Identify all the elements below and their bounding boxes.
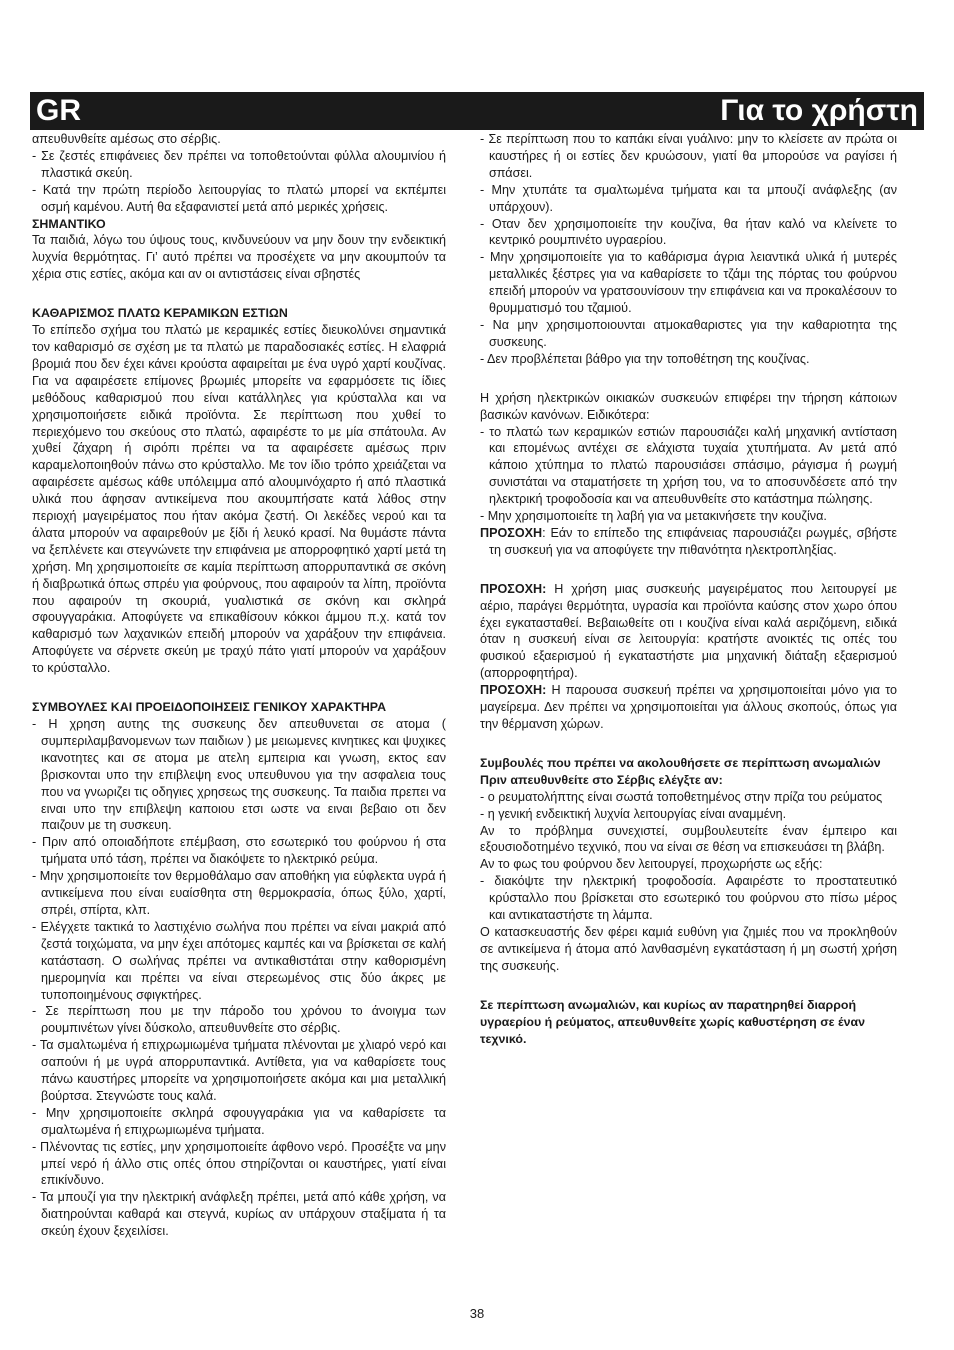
bullet-text: Σε περίπτωση που με την πάροδο του χρόνου το άνοιγμα των ρουμπινέτων γίνει δύσκολο, απευθυνθείτε στο σέρβις. [41,1004,446,1036]
bullet-item: - Τα σμαλτωμένα ή επιχρωμιωμένα τμήματα πλένονται με χλιαρό νερό και σαπούνι ή με υγρά απορρυπαντικά. Αντίθετα, για να καθαρίσετε τους πάνω καυστήρες μπορείτε να χρησιμοποιήσετε ακόμα και μια μεταλλική βούρτσα. Στεγνώστε τους καλά. [32,1038,447,1103]
cleaning-text: Το επίπεδο σχήμα του πλατώ με κεραμικές εστίες διευκολύνει σημαντικά τον καθαρισμό σε σχέση με τα πλατώ με παραδοσιακές εστίες. Η ελαφριά βρομιά που δεν έχει κάνει κρούστα αφαιρείται με ένα υγρό χαρτί κουζίνας. Για να αφαιρέσετε επίμονες βρωμιές μπορείτε να εφαρμόσετε τις ίδιες μεθόδους καθαρισμού που είναι κατάλληλες για κρύσταλλα και να χρησιμοποιήσετε ειδικά προϊόντα. Σε περίπτωση που χυθεί το περιεχόμενο του σκεύους στο πλατώ, αφαιρέστε το με μία σπάτουλα. Αν χυθεί ζάχαρη ή σιρόπι πρέπει να τα αφαιρέσετε αμέσως πριν καραμελοποιηθούν πάνω στο κρύσταλλο. Με τον ίδιο τρόπο χρειάζεται να αφαιρέσετε αμέσως κάθε υπόλειμμα από αλουμινόχαρτο ή από πλαστικά υλικά που άφησαν αντικείμενα που ακουμπήσατε κατά λάθος στην περιοχή μαγειρέματος που ήταν ακόμα ζεστή. Οι λεκέδες νερού και τα άλατα μπορούν να αφαιρεθούν με ξίδι ή λευκό κρασί. Να θυμάστε πάντα να ξεπλένετε και στεγνώνετε την επιφάνεια με απορροφητικό χαρτί μετά τη χρήση. Μη χρησιμοποιείτε σε καμία περίπτωση απορρυπαντικά σε σκόνη ή διαβρωτικά όπως σπρέυ για φούρνους, που αφαιρούν τα λίπη, προϊόντα που αφαιρούν τη σκουριά, γυαλιστικά σε σκόνη και σκληρά σφουγγαράκια. Αποφύγετε να επικαθίσουν κόκκοι άμμου π.χ. κατά τον καθαρισμό των λαχανικών επειδή μπορούν να χαράξουν την επιφάνεια. Αποφύγετε να σέρνετε σκεύη με τραχύ πάτο γιατί μπορούν να χαράξουν το κρύσταλλο. [32,323,446,676]
bullet-item: - Τα μπουζί για την ηλεκτρική ανάφλεξη πρέπει, μετά από κάθε χρήση, να διατηρούνται καθαρά και στεγνά, κυρίως αν υπάρχουν σταξίματα ή τα σκεύη έχουν ξεχειλίσει. [32,1190,446,1239]
lamp-bullets [480,873,897,924]
bullet-text: Πλένοντας τις εστίες, μην χρησιμοποιείτε άφθονο νερό. Προσέξτε να μην μπεί νερό ή άλλο στις οπές όπου στηρίζονται οι καυστήρες, γιατί είναι επικίνδυνο. [40,1139,446,1188]
important-heading: ΣΗΜΑΝΤΙΚΟ [32,216,106,231]
caution-text: Η παρουσα συσκευή πρέπει να χρησιμοποιείται μόνο για το μαγείρεμα. Δεν πρέπει να χρησιμοποιείται για άλλους σκοπούς, όπως για την θέρμανση χώρων. [480,683,897,731]
bullet-item: - Σε ζεστές επιφάνειες δεν πρέπει να τοποθετούνται φύλλα αλουμινίου ή πλαστικά σκεύη. [32,148,446,180]
bullet-item: - Οταν δεν χρησιμοποιείτε την κουζίνα, θα ήταν καλό να κλείνετε το κεντρικό ρουμπινέτο υγραερίου. [480,216,897,248]
bullet-item: - Μην χρησιμοποιείτε σκληρά σφουγγαράκια για να καθαρίσετε τα σμαλτωμένα ή επιχρωμιωμένα τμήματα. [32,1105,446,1137]
bullet-item: - το πλατώ των κεραμικών εστιών παρουσιάζει καλή μηχανική αντίσταση και επομένως αντέχει σε ελάχιστα τυχαία χτυπήματα. Αν μετά από κάποιο χτύπημα το πλατώ παρουσιάσει σπάσιμο, ράγισμα ή ρωγμή συνιστάται να σταματήσετε τη χρήση του, να το αποσυνδέσετε από την ηλεκτρική τροφοδοσία και να απευθυνθείτε στο κατάστημα πώλησης. [480,424,898,507]
caution-label: ΠΡΟΣΟΧΗ: [480,581,547,596]
bullet-item: - Να μην χρησιμοποιουνται ατμοκαθαριστες για την καθαριοτητα της συσκευης. [480,317,897,349]
bullet-text: το πλατώ των κεραμικών εστιών παρουσιάζει καλή μηχανική αντίσταση και επομένως αντέχει σε ελάχιστα τυχαία χτυπήματα. Αν μετά από κάποιο χτύπημα το πλατώ παρουσιάσει σπάσιμο, ράγισμα ή ρωγμή συνιστάται να σταματήσετε τη χρήση του, να το αποσυνδέσετε από την ηλεκτρική τροφοδοσία και να απευθυνθείτε στο κατάστημα πώλησης. [489,424,898,507]
bullet-text: Μην χρησιμοποιείτε τον θερμοθάλαμο σαν αποθήκη για εύφλεκτα υγρά ή αντικείμενα που είναι ευαίσθητα στη θερμοκρασία, όπως ξύλο, χαρτί, σπρέι, σπίρτα, κλπ. [39,869,446,917]
intro-continuation: απευθυνθείτε αμέσως στο σέρβις. [32,132,221,146]
bullet-text: η γενική ενδεικτική λυχνία λειτουργίας είναι αναμμένη. [487,806,787,821]
bullet-item: - Η χρηση αυτης της συσκευης δεν απευθυνεται σε ατομα ( συμπεριλαμβανομενων των παιδιων ) με μειωμενες κινητικες και ψυχικες ικανοτητες και σε ατομα με ατελη εμπειρια και γνωση, εκτος εαν βρισκονται υπο την επιβλεψη ενος υπευθυνου για την ασφαλεια τους που να γνωριζει τις οδηγιες χρησεως της συσκευης. Τα παιδια πρεπει να ειναι υπο την επιβλεψη καποιου ετσι ωστε να ειναι βεβαιο οτι δεν παιζουν με τη συσκευη. [32,717,446,833]
bullet-text: Τα μπουζί για την ηλεκτρική ανάφλεξη πρέπει, μετά από κάθε χρήση, να διατηρούνται καθαρά και στεγνά, κυρίως αν υπάρχουν σταξίματα ή τα σκεύη έχουν ξεχειλίσει. [40,1190,446,1239]
bullet-text: Δεν προβλέπεται βάθρο για την τοποθέτηση της κουζίνας. [487,351,810,366]
bullet-text: Πριν από οποιαδήποτε επέμβαση, στο εσωτερικό του φούρνου ή στα τμήματα υπό τάση, πρέπει να διακόψετε το ηλεκτρικό ρεύμα. [41,835,446,867]
bullet-item: - διακόψτε την ηλεκτρική τροφοδοσία. Αφαιρέστε το προστατευτικό κρύσταλλο που βρίσκεται στο εσωτερικό του φούρνου στο πίσω μέρος και αντικαταστήστε τη λάμπα. [480,874,897,923]
bullet-text: Ελέγχετε τακτικά το λαστιχένιο σωλήνα που πρέπει να είναι μακριά από ζεστά τοιχώματα, να μην έχει απότομες καμπές και να βρίσκεται σε καλή κατάσταση. Ο σωλήνας πρέπει να αντικαθιστάται στην καθορισμένη ημερομηνία και πρέπει να είναι στερεωμένος στις δύο άκρες με τυποποιημένους σφιγκτήρες. [40,919,446,1002]
page-number: 38 [469,1306,485,1321]
fault-bullets [480,789,897,823]
right-column [480,131,897,1047]
electric-bullets [480,424,897,525]
header-bar [30,92,924,130]
caution-text: : Εάν το επίπεδο της επιφάνειας παρουσιάζει ρωγμές, σβήστε τη συσκευή για να αποφύγετε την πιθανότητα ηλεκτροπληξίας. [489,525,897,557]
fault-heading: Συμβουλές που πρέπει να ακολουθήσετε σε περίπτωση ανωμαλιών Πριν απευθυνθείτε στο Σέρβις ελέγξτε αν: [480,755,881,787]
bullet-item: - Ελέγχετε τακτικά το λαστιχένιο σωλήνα που πρέπει να είναι μακριά από ζεστά τοιχώματα, να μην έχει απότομες καμπές και να βρίσκεται σε καλή κατάσταση. Ο σωλήνας πρέπει να αντικαθιστάται στην καθορισμένη ημερομηνία και πρέπει να είναι στερεωμένος στις δύο άκρες με τυποποιημένους σφιγκτήρες. [32,919,446,1002]
bullet-item: - Κατά την πρώτη περίοδο λειτουργίας το πλατώ μπορεί να εκπέμπει οσμή καμένου. Αυτή θα εξαφανιστεί μετά από μερικές χρήσεις. [32,182,446,214]
liability-text: Ο κατασκευαστής δεν φέρει καμιά ευθύνη για ζημιές που να προκληθούν σε αντικείμενα ή άτομα από λανθασμένη εγκατάσταση ή μη σωστή χρήση της συσκευής. [480,924,897,973]
bullet-item: - Δεν προβλέπεται βάθρο για την τοποθέτηση της κουζίνας. [480,351,810,366]
bullet-item: - Σε περίπτωση που με την πάροδο του χρόνου το άνοιγμα των ρουμπινέτων γίνει δύσκολο, απευθυνθείτε στο σέρβις. [32,1004,446,1036]
intro-bullets [32,148,446,216]
bullet-text: Μην χρησιμοποιείτε τη λαβή για να μετακινήσετε την κουζίνα. [487,509,827,524]
bullet-item: - Μην χρησιμοποιείτε για το καθάρισμα άγρια λειαντικά υλικά ή μυτερές μεταλλικές ξέστρες για να καθαρίσετε το τζάμι της πόρτας του φούρνου επειδή μπορούν να γρατσουνίσουν την επιφάνεια και να προκαλέσουν το θρυμματισμό του τζαμιού. [480,250,897,316]
bullet-item: - Μην χρησιμοποιείτε τη λαβή για να μετακινήσετε την κουζίνα. [480,509,827,524]
bullet-text: Σε ζεστές επιφάνειες δεν πρέπει να τοποθετούνται φύλλα αλουμινίου ή πλαστικά σκεύη. [41,148,446,180]
bullet-text: διακόψτε την ηλεκτρική τροφοδοσία. Αφαιρέστε το προστατευτικό κρύσταλλο που βρίσκεται στο εσωτερικό του φούρνου στο πίσω μέρος και αντικαταστήστε τη λάμπα. [489,874,897,923]
caution-text: Η χρήση μιας συσκευής μαγειρέματος που λειτουργεί με αέριο, παράγει θερμότητα, υγρασία και προϊόντα καύσης στον χωρο όπου έχει εγκατασταθεί. Βεβαιωθείτε οτι ι κουζίνα είναι καλά αεριζόμενη, ειδικά όταν η συσκευή είναι σε λειτουργία: κρατήστε ανοικτές τις οπές του φυσικού εξαερισμού ή εγκαταστήστε μια μηχανική διάταξη εξαερισμού (απορροφητήρα). [480,581,897,681]
bullet-text: Η χρηση αυτης της συσκευης δεν απευθυνεται σε ατομα ( συμπεριλαμβανομενων των παιδιων ) με μειωμενες κινητικες και ψυχικες ικανοτητες και σε ατομα με ατελη εμπειρια και γνωση, εκτος εαν βρισκονται υπο την επιβλεψη ενος υπευθυνου για την ασφαλεια τους που να γνωριζει τις οδηγιες χρησεως της συσκευης. Τα παιδια πρεπει να ειναι υπο την επιβλεψη καποιου ετσι ωστε να ειναι βεβαιο οτι δεν παιζουν με τη συσκευη. [41,717,446,833]
caution-gas [480,581,897,682]
spacer [480,975,897,997]
caution-label: ΠΡΟΣΟΧΗ [480,525,543,540]
bullet-text: Να μην χρησιμοποιουνται ατμοκαθαριστες για την καθαριοτητα της συσκευης. [489,317,897,349]
bullet-text: Μην χρησιμοποιείτε για το καθάρισμα άγρια λειαντικά υλικά ή μυτερές μεταλλικές ξέστρες για να καθαρίσετε το τζάμι της πόρτας του φούρνου επειδή μπορούν να γρατσουνίσουν την επιφάνεια και να προκαλέσουν το θρυμματισμό του τζαμιού. [489,250,897,316]
important-text: Τα παιδιά, λόγω του ύψους τους, κινδυνεύουν να μην δουν την ενδεικτική λυχνία θερμότητας. Γι’ αυτό πρέπει να προσέχετε να μην ακουμπούν τα χέρια στις εστίες, ακόμα και αν οι αντιστάσεις είναι σβηστές [32,233,446,282]
final-warning: Σε περίπτωση ανωμαλιών, και κυρίως αν παρατηρηθεί διαρροή υγραερίου ή ρεύματος, απευθυνθείτε χωρίς καθυστέρηση σε έναν τεχνικό. [480,997,865,1046]
bullet-text: Σε περίπτωση που το καπάκι είναι γυάλινο: μην το κλείσετε αν πρώτα οι καυστήρες ή οι εστίες δεν κρυώσουν, γιατί θα μπορούσε να ραγίσει ή σπάσει. [488,132,897,180]
bullet-item: - ο ρευματολήπτης είναι σωστά τοποθετημένος στην πρίζα του ρεύματος [480,789,883,804]
spacer [480,368,897,390]
bullet-item: - Μην χτυπάτε τα σμαλτωμένα τμήματα και τα μπουζί ανάφλεξης (αν υπάρχουν). [480,182,897,214]
spacer [32,677,446,699]
top-bullets [480,131,897,368]
bullet-text: Τα σμαλτωμένα ή επιχρωμιωμένα τμήματα πλένονται με χλιαρό νερό και σαπούνι ή με υγρά απορρυπαντικά. Αντίθετα, για να καθαρίσετε τους πάνω καυστήρες μπορείτε να χρησιμοποιήσετε ακόμα και μια μεταλλική βούρτσα. Στεγνώστε τους καλά. [39,1038,447,1103]
bullet-text: Μην χτυπάτε τα σμαλτωμένα τμήματα και τα μπουζί ανάφλεξης (αν υπάρχουν). [489,182,897,214]
caution-crack [480,525,897,559]
spacer [480,733,897,755]
language-code: GR [36,94,81,127]
bullet-text: ο ρευματολήπτης είναι σωστά τοποθετημένος στην πρίζα του ρεύματος [487,789,883,804]
bullet-item: - Σε περίπτωση που το καπάκι είναι γυάλινο: μην το κλείσετε αν πρώτα οι καυστήρες ή οι εστίες δεν κρυώσουν, γιατί θα μπορούσε να ραγίσει ή σπάσει. [480,132,897,180]
advice-bullets [32,716,446,1240]
electric-intro: Η χρήση ηλεκτρικών οικιακών συσκευών επιφέρει την τήρηση κάποιων βασικών κανόνων. Ειδικότερα: [480,390,897,422]
lamp-intro: Αν το φως του φούρνου δεν λειτουργεί, προχωρήστε ως εξής: [480,857,823,872]
bullet-item: - Πλένοντας τις εστίες, μην χρησιμοποιείτε άφθονο νερό. Προσέξτε να μην μπεί νερό ή άλλο στις οπές όπου στηρίζονται οι καυστήρες, γιατί είναι επικίνδυνο. [32,1139,446,1188]
spacer [32,283,446,305]
bullet-item: - Πριν από οποιαδήποτε επέμβαση, στο εσωτερικό του φούρνου ή στα τμήματα υπό τάση, πρέπει να διακόψετε το ηλεκτρικό ρεύμα. [32,835,446,867]
fault-text: Αν το πρόβλημα συνεχιστεί, συμβουλευτείτε έναν έμπειρο και εξουσιοδοτημένο τεχνικό, που να είναι σε θέση να επισκευάσει τη βλάβη. [480,823,897,855]
bullet-item: - η γενική ενδεικτική λυχνία λειτουργίας είναι αναμμένη. [480,806,787,821]
cleaning-heading: ΚΑΘΑΡΙΣΜΟΣ ΠΛΑΤΩ ΚΕΡΑΜΙΚΩΝ ΕΣΤΙΩΝ [32,306,288,321]
advice-heading: ΣΥΜΒΟΥΛΕΣ ΚΑΙ ΠΡΟΕΙΔΟΠΟΙΗΣΕΙΣ ΓΕΝΙΚΟΥ ΧΑΡΑΚΤΗΡΑ [32,700,387,715]
bullet-text: Μην χρησιμοποιείτε σκληρά σφουγγαράκια για να καθαρίσετε τα σμαλτωμένα ή επιχρωμιωμένα τμήματα. [41,1105,446,1137]
caution-cooking-only [480,682,897,733]
left-column [32,131,446,1240]
bullet-text: Οταν δεν χρησιμοποιείτε την κουζίνα, θα ήταν καλό να κλείνετε το κεντρικό ρουμπινέτο υγραερίου. [489,216,897,248]
section-title: Για το χρήστη [720,94,918,127]
spacer [480,559,897,581]
bullet-text: Κατά την πρώτη περίοδο λειτουργίας το πλατώ μπορεί να εκπέμπει οσμή καμένου. Αυτή θα εξαφανιστεί μετά από μερικές χρήσεις. [41,182,446,214]
bullet-item: - Μην χρησιμοποιείτε τον θερμοθάλαμο σαν αποθήκη για εύφλεκτα υγρά ή αντικείμενα που είναι ευαίσθητα στη θερμοκρασία, όπως ξύλο, χαρτί, σπρέι, σπίρτα, κλπ. [32,869,446,917]
caution-label: ΠΡΟΣΟΧΗ: [480,683,547,698]
